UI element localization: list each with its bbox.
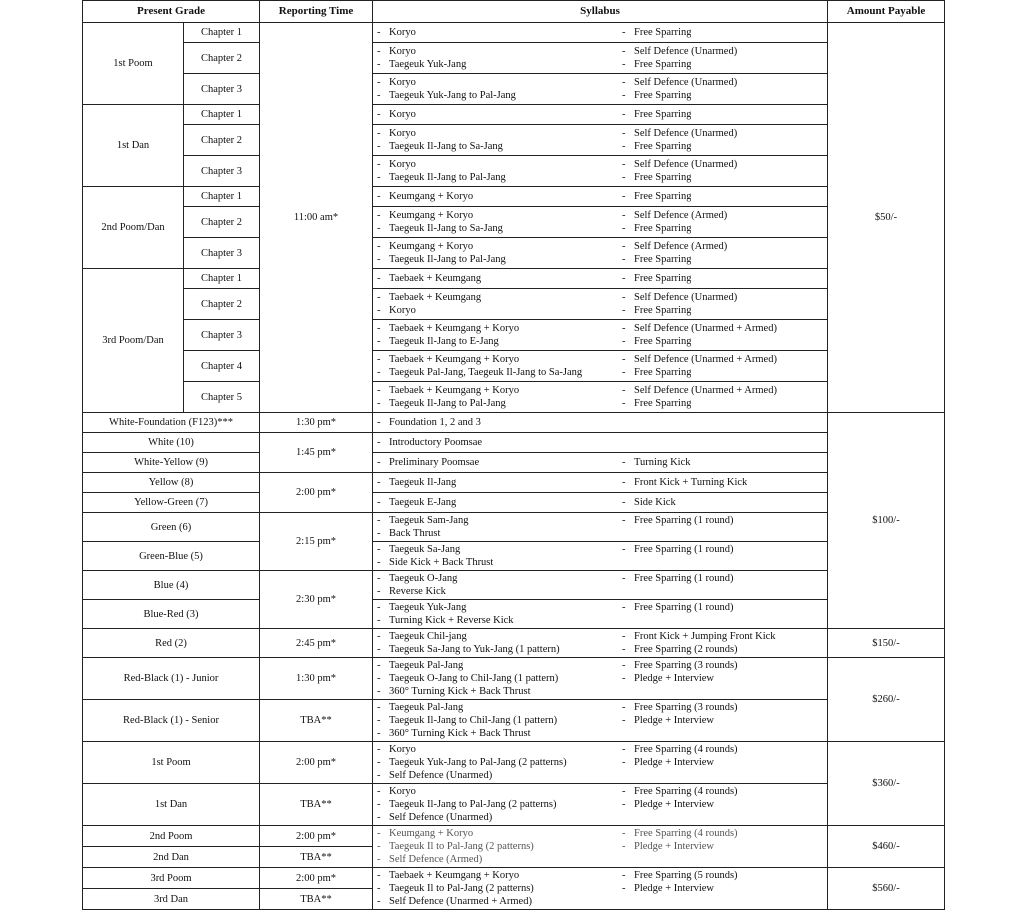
chapter-cell: Chapter 4 — [184, 351, 260, 382]
syllabus-pattern-item: Foundation 1, 2 and 3 — [389, 417, 481, 428]
table-row — [83, 658, 945, 700]
syllabus-pattern-item: Taegeuk Sam-Jang — [389, 515, 469, 526]
syllabus-line: - Taebaek + Keumgang + Koryo - Self Defence (Unarmed + Armed) — [377, 323, 777, 334]
reporting-time-cell: 1:30 pm* — [260, 658, 373, 700]
syllabus-pattern-item: Keumgang + Koryo — [389, 210, 474, 221]
syllabus-pattern-item: Taebaek + Keumgang + Koryo — [389, 870, 520, 881]
chapter-cell: Chapter 3 — [184, 320, 260, 351]
syllabus-line: - Keumgang + Koryo - Free Sparring (4 rounds) — [377, 828, 738, 839]
syllabus-cell — [373, 826, 828, 868]
chapter-cell: Chapter 1 — [184, 187, 260, 207]
syllabus-pattern-item: Koryo — [389, 744, 416, 755]
reporting-time-cell: 2:45 pm* — [260, 629, 373, 658]
syllabus-requirement-item: Free Sparring (2 rounds) — [634, 644, 738, 655]
syllabus-pattern-item: Taegeuk Il to Pal-Jang (2 patterns) — [389, 841, 534, 852]
syllabus-line: - Keumgang + Koryo - Self Defence (Armed) — [377, 210, 728, 221]
syllabus-cell — [373, 433, 828, 453]
grade-cell: White-Yellow (9) — [83, 453, 260, 473]
syllabus-cell — [373, 74, 828, 105]
syllabus-cell — [373, 453, 828, 473]
syllabus-pattern-item: Koryo — [389, 109, 416, 120]
syllabus-line: - Taegeuk Il-Jang - Front Kick + Turning Kick — [377, 477, 748, 488]
chapter-cell: Chapter 2 — [184, 43, 260, 74]
syllabus-requirement-item: Free Sparring — [634, 367, 692, 378]
syllabus-line: - Taegeuk Il-Jang to Sa-Jang - Free Sparring — [377, 141, 692, 152]
syllabus-line: - Self Defence (Unarmed) — [377, 812, 493, 823]
syllabus-requirement-item: Free Sparring — [634, 109, 692, 120]
syllabus-pattern-item: Taegeuk Il-Jang — [389, 477, 457, 488]
amount-cell: $460/- — [828, 826, 945, 868]
chapter-cell: Chapter 1 — [184, 105, 260, 125]
reporting-time-cell: 2:00 pm* — [260, 742, 373, 784]
syllabus-pattern-item: Koryo — [389, 128, 416, 139]
syllabus-line: - Taegeuk Il to Pal-Jang (2 patterns) - Pledge + Interview — [377, 883, 714, 894]
grade-cell: Yellow-Green (7) — [83, 493, 260, 513]
syllabus-requirement-item: Free Sparring — [634, 59, 692, 70]
syllabus-cell — [373, 629, 828, 658]
grading-table — [82, 0, 945, 910]
grade-cell: 2nd Dan — [83, 847, 260, 868]
syllabus-line: - Taebaek + Keumgang - Self Defence (Unarmed) — [377, 292, 738, 303]
syllabus-cell — [373, 600, 828, 629]
table-row — [83, 700, 945, 742]
table-row — [83, 413, 945, 433]
table-row — [83, 105, 945, 125]
syllabus-line: - Taegeuk Il-Jang to Pal-Jang (2 patterns) - Pledge + Interview — [377, 799, 714, 810]
syllabus-pattern-item: Taegeuk Yuk-Jang — [389, 59, 467, 70]
syllabus-line: - Preliminary Poomsae - Turning Kick — [377, 457, 691, 468]
chapter-cell: Chapter 2 — [184, 289, 260, 320]
syllabus-line: - Taegeuk Il-Jang to Chil-Jang (1 pattern) - Pledge + Interview — [377, 715, 714, 726]
syllabus-pattern-item: Taegeuk Il-Jang to E-Jang — [389, 336, 499, 347]
grade-cell: 1st Poom — [83, 23, 184, 105]
table-row — [83, 742, 945, 784]
grade-cell: 3rd Dan — [83, 889, 260, 910]
syllabus-pattern-item: Introductory Poomsae — [389, 437, 483, 448]
syllabus-requirement-item: Side Kick — [634, 497, 676, 508]
syllabus-line: - Taebaek + Keumgang + Koryo - Self Defence (Unarmed + Armed) — [377, 354, 777, 365]
syllabus-pattern-item: Self Defence (Unarmed) — [389, 812, 493, 823]
syllabus-line: - Keumgang + Koryo - Free Sparring — [377, 191, 692, 202]
table-row — [83, 207, 945, 238]
syllabus-pattern-item: Koryo — [389, 786, 416, 797]
syllabus-pattern-item: Self Defence (Armed) — [389, 854, 483, 865]
syllabus-cell — [373, 105, 828, 125]
syllabus-line: - 360° Turning Kick + Back Thrust — [377, 728, 531, 739]
syllabus-pattern-item: Taegeuk O-Jang — [389, 573, 458, 584]
syllabus-requirement-item: Self Defence (Unarmed) — [634, 46, 738, 57]
reporting-time-cell: TBA** — [260, 847, 373, 868]
syllabus-line: - Taegeuk O-Jang - Free Sparring (1 round) — [377, 573, 734, 584]
syllabus-line: - Taegeuk Yuk-Jang - Free Sparring (1 round) — [377, 602, 734, 613]
grade-cell: 1st Dan — [83, 105, 184, 187]
syllabus-line: - Taegeuk Il-Jang to E-Jang - Free Sparring — [377, 336, 692, 347]
syllabus-requirement-item: Pledge + Interview — [634, 799, 714, 810]
syllabus-pattern-item: Taegeuk E-Jang — [389, 497, 457, 508]
grade-cell: 3rd Poom — [83, 868, 260, 889]
grade-cell: White-Foundation (F123)*** — [83, 413, 260, 433]
header-present-grade: Present Grade — [83, 1, 260, 23]
amount-cell: $560/- — [828, 868, 945, 910]
syllabus-requirement-item: Self Defence (Unarmed) — [634, 292, 738, 303]
grade-cell: Blue (4) — [83, 571, 260, 600]
syllabus-pattern-item: Koryo — [389, 77, 416, 88]
reporting-time-cell: 2:00 pm* — [260, 826, 373, 847]
syllabus-requirement-item: Free Sparring — [634, 191, 692, 202]
syllabus-pattern-item: Taebaek + Keumgang + Koryo — [389, 323, 520, 334]
syllabus-line: - Koryo - Self Defence (Unarmed) — [377, 159, 738, 170]
table-row — [83, 156, 945, 187]
grade-cell: Blue-Red (3) — [83, 600, 260, 629]
syllabus-cell — [373, 351, 828, 382]
syllabus-requirement-item: Free Sparring (4 rounds) — [634, 828, 738, 839]
amount-cell: $150/- — [828, 629, 945, 658]
syllabus-line: - Turning Kick + Reverse Kick — [377, 615, 514, 626]
syllabus-cell — [373, 43, 828, 74]
syllabus-pattern-item: Taegeuk Pal-Jang — [389, 660, 464, 671]
syllabus-requirement-item: Free Sparring (4 rounds) — [634, 786, 738, 797]
syllabus-cell — [373, 125, 828, 156]
syllabus-requirement-item: Self Defence (Unarmed) — [634, 159, 738, 170]
syllabus-requirement-item: Free Sparring — [634, 141, 692, 152]
syllabus-requirement-item: Free Sparring (3 rounds) — [634, 660, 738, 671]
syllabus-line: - Self Defence (Armed) — [377, 854, 483, 865]
syllabus-cell — [373, 658, 828, 700]
syllabus-requirement-item: Free Sparring — [634, 398, 692, 409]
syllabus-requirement-item: Front Kick + Turning Kick — [634, 477, 748, 488]
syllabus-pattern-item: Taegeuk Chil-jang — [389, 631, 467, 642]
table-row — [83, 493, 945, 513]
syllabus-pattern-item: Taegeuk Il-Jang to Sa-Jang — [389, 223, 503, 234]
syllabus-requirement-item: Free Sparring — [634, 27, 692, 38]
syllabus-pattern-item: Taegeuk Yuk-Jang — [389, 602, 467, 613]
header-row — [83, 1, 945, 23]
grade-cell: 2nd Poom — [83, 826, 260, 847]
grade-cell: 3rd Poom/Dan — [83, 269, 184, 413]
syllabus-line: - Taebaek + Keumgang + Koryo - Self Defence (Unarmed + Armed) — [377, 385, 777, 396]
syllabus-cell — [373, 320, 828, 351]
syllabus-pattern-item: Taegeuk Yuk-Jang to Pal-Jang (2 patterns) — [389, 757, 567, 768]
syllabus-cell — [373, 269, 828, 289]
table-row — [83, 513, 945, 542]
syllabus-requirement-item: Free Sparring (5 rounds) — [634, 870, 738, 881]
table-row — [83, 23, 945, 43]
syllabus-requirement-item: Self Defence (Armed) — [634, 241, 728, 252]
syllabus-line: - Taegeuk Il-Jang to Pal-Jang - Free Sparring — [377, 254, 692, 265]
syllabus-requirement-item: Free Sparring (1 round) — [634, 515, 734, 526]
syllabus-line: - Taegeuk Il-Jang to Pal-Jang - Free Sparring — [377, 172, 692, 183]
syllabus-cell — [373, 473, 828, 493]
table-row — [83, 43, 945, 74]
amount-cell: $50/- — [828, 23, 945, 413]
grade-cell: 1st Poom — [83, 742, 260, 784]
grade-cell: 2nd Poom/Dan — [83, 187, 184, 269]
syllabus-requirement-item: Pledge + Interview — [634, 715, 714, 726]
grade-cell: White (10) — [83, 433, 260, 453]
table-row — [83, 784, 945, 826]
syllabus-line: - Koryo - Self Defence (Unarmed) — [377, 77, 738, 88]
syllabus-requirement-item: Self Defence (Unarmed) — [634, 128, 738, 139]
syllabus-pattern-item: Koryo — [389, 27, 416, 38]
syllabus-line: - Taegeuk Pal-Jang, Taegeuk Il-Jang to Sa-Jang - Free Sparring — [377, 367, 692, 378]
syllabus-line: - Taebaek + Keumgang + Koryo - Free Sparring (5 rounds) — [377, 870, 738, 881]
syllabus-cell — [373, 187, 828, 207]
syllabus-requirement-item: Free Sparring — [634, 273, 692, 284]
syllabus-pattern-item: 360° Turning Kick + Back Thrust — [389, 686, 531, 697]
table-row — [83, 269, 945, 289]
syllabus-pattern-item: Taegeuk Il-Jang to Pal-Jang (2 patterns) — [389, 799, 557, 810]
syllabus-line: - Koryo - Free Sparring — [377, 109, 692, 120]
table-row — [83, 433, 945, 453]
amount-cell: $360/- — [828, 742, 945, 826]
syllabus-cell — [373, 513, 828, 542]
grade-cell: Green-Blue (5) — [83, 542, 260, 571]
reporting-time-cell: 1:30 pm* — [260, 413, 373, 433]
table-row — [83, 542, 945, 571]
syllabus-pattern-item: Taebaek + Keumgang + Koryo — [389, 385, 520, 396]
table-row — [83, 868, 945, 889]
table-row — [83, 826, 945, 847]
syllabus-requirement-item: Turning Kick — [634, 457, 691, 468]
syllabus-line: - Taegeuk Pal-Jang - Free Sparring (3 rounds) — [377, 660, 738, 671]
syllabus-pattern-item: Taegeuk Sa-Jang — [389, 544, 461, 555]
syllabus-pattern-item: Taebaek + Keumgang — [389, 292, 482, 303]
syllabus-cell — [373, 542, 828, 571]
grade-cell: Red (2) — [83, 629, 260, 658]
syllabus-pattern-item: Reverse Kick — [389, 586, 446, 597]
syllabus-line: - Koryo - Self Defence (Unarmed) — [377, 46, 738, 57]
syllabus-pattern-item: Keumgang + Koryo — [389, 241, 474, 252]
syllabus-cell — [373, 868, 828, 910]
syllabus-pattern-item: Taegeuk Pal-Jang — [389, 702, 464, 713]
syllabus-requirement-item: Free Sparring — [634, 336, 692, 347]
table-row — [83, 238, 945, 269]
chapter-cell: Chapter 3 — [184, 74, 260, 105]
syllabus-requirement-item: Front Kick + Jumping Front Kick — [634, 631, 776, 642]
syllabus-line: - Taegeuk Yuk-Jang to Pal-Jang (2 patterns) - Pledge + Interview — [377, 757, 714, 768]
grade-cell: Green (6) — [83, 513, 260, 542]
grade-cell: Red-Black (1) - Senior — [83, 700, 260, 742]
syllabus-pattern-item: Self Defence (Unarmed + Armed) — [389, 896, 532, 907]
syllabus-requirement-item: Self Defence (Armed) — [634, 210, 728, 221]
syllabus-line: - Taegeuk Chil-jang - Front Kick + Jumping Front Kick — [377, 631, 776, 642]
syllabus-requirement-item: Self Defence (Unarmed + Armed) — [634, 354, 777, 365]
syllabus-cell — [373, 700, 828, 742]
chapter-cell: Chapter 3 — [184, 156, 260, 187]
syllabus-line: - Taegeuk Il to Pal-Jang (2 patterns) - Pledge + Interview — [377, 841, 714, 852]
syllabus-line: - Taegeuk Sam-Jang - Free Sparring (1 round) — [377, 515, 734, 526]
amount-cell: $260/- — [828, 658, 945, 742]
table-row — [83, 453, 945, 473]
syllabus-requirement-item: Pledge + Interview — [634, 841, 714, 852]
syllabus-pattern-item: Taebaek + Keumgang + Koryo — [389, 354, 520, 365]
syllabus-line: - Taegeuk Pal-Jang - Free Sparring (3 rounds) — [377, 702, 738, 713]
syllabus-pattern-item: Taebaek + Keumgang — [389, 273, 482, 284]
syllabus-pattern-item: Taegeuk Il-Jang to Sa-Jang — [389, 141, 503, 152]
syllabus-requirement-item: Free Sparring (1 round) — [634, 602, 734, 613]
syllabus-line: - Taegeuk Yuk-Jang to Pal-Jang - Free Sparring — [377, 90, 692, 101]
chapter-cell: Chapter 2 — [184, 125, 260, 156]
syllabus-cell — [373, 493, 828, 513]
syllabus-pattern-item: Koryo — [389, 159, 416, 170]
reporting-time-cell: 2:00 pm* — [260, 473, 373, 513]
syllabus-pattern-item: Taegeuk Yuk-Jang to Pal-Jang — [389, 90, 516, 101]
reporting-time-cell: TBA** — [260, 889, 373, 910]
header-amount-payable: Amount Payable — [828, 1, 945, 23]
reporting-time-cell: 1:45 pm* — [260, 433, 373, 473]
syllabus-cell — [373, 289, 828, 320]
syllabus-requirement-item: Self Defence (Unarmed) — [634, 77, 738, 88]
grading-table-body — [83, 1, 945, 910]
syllabus-cell — [373, 156, 828, 187]
syllabus-requirement-item: Pledge + Interview — [634, 883, 714, 894]
syllabus-line: - 360° Turning Kick + Back Thrust — [377, 686, 531, 697]
syllabus-line: - Taegeuk Yuk-Jang - Free Sparring — [377, 59, 692, 70]
grade-cell: 1st Dan — [83, 784, 260, 826]
reporting-time-cell: 2:00 pm* — [260, 868, 373, 889]
chapter-cell: Chapter 2 — [184, 207, 260, 238]
syllabus-requirement-item: Free Sparring (1 round) — [634, 573, 734, 584]
syllabus-pattern-item: Taegeuk Pal-Jang, Taegeuk Il-Jang to Sa-Jang — [389, 367, 583, 378]
syllabus-line: - Taegeuk Sa-Jang - Free Sparring (1 round) — [377, 544, 734, 555]
syllabus-requirement-item: Free Sparring (3 rounds) — [634, 702, 738, 713]
chapter-cell: Chapter 1 — [184, 269, 260, 289]
syllabus-line: - Taegeuk Sa-Jang to Yuk-Jang (1 pattern) - Free Sparring (2 rounds) — [377, 644, 738, 655]
syllabus-line: - Koryo - Self Defence (Unarmed) — [377, 128, 738, 139]
table-row — [83, 187, 945, 207]
table-row — [83, 125, 945, 156]
table-row — [83, 629, 945, 658]
syllabus-pattern-item: Taegeuk Il to Pal-Jang (2 patterns) — [389, 883, 534, 894]
syllabus-requirement-item: Free Sparring — [634, 223, 692, 234]
syllabus-cell — [373, 238, 828, 269]
reporting-time-cell: 2:30 pm* — [260, 571, 373, 629]
syllabus-requirement-item: Pledge + Interview — [634, 673, 714, 684]
syllabus-line: - Taebaek + Keumgang - Free Sparring — [377, 273, 692, 284]
syllabus-requirement-item: Pledge + Interview — [634, 757, 714, 768]
syllabus-pattern-item: Back Thrust — [389, 528, 441, 539]
syllabus-requirement-item: Free Sparring — [634, 254, 692, 265]
syllabus-line: - Introductory Poomsae — [377, 437, 483, 448]
syllabus-line: - Foundation 1, 2 and 3 — [377, 417, 481, 428]
syllabus-requirement-item: Free Sparring (4 rounds) — [634, 744, 738, 755]
syllabus-pattern-item: Taegeuk Il-Jang to Pal-Jang — [389, 254, 506, 265]
syllabus-pattern-item: Taegeuk Il-Jang to Pal-Jang — [389, 398, 506, 409]
table-row — [83, 571, 945, 600]
syllabus-cell — [373, 742, 828, 784]
syllabus-pattern-item: Preliminary Poomsae — [389, 457, 480, 468]
header-reporting-time: Reporting Time — [260, 1, 373, 23]
syllabus-pattern-item: Taegeuk Il-Jang to Chil-Jang (1 pattern) — [389, 715, 558, 726]
reporting-time-cell: 2:15 pm* — [260, 513, 373, 571]
table-row — [83, 289, 945, 320]
syllabus-line: - Koryo - Free Sparring (4 rounds) — [377, 786, 738, 797]
syllabus-line: - Koryo - Free Sparring — [377, 305, 692, 316]
amount-cell: $100/- — [828, 413, 945, 629]
syllabus-line: - Self Defence (Unarmed) — [377, 770, 493, 781]
syllabus-line: - Koryo - Free Sparring (4 rounds) — [377, 744, 738, 755]
syllabus-line: - Keumgang + Koryo - Self Defence (Armed) — [377, 241, 728, 252]
syllabus-requirement-item: Self Defence (Unarmed + Armed) — [634, 323, 777, 334]
syllabus-line: - Taegeuk O-Jang to Chil-Jang (1 pattern) - Pledge + Interview — [377, 673, 714, 684]
syllabus-requirement-item: Self Defence (Unarmed + Armed) — [634, 385, 777, 396]
table-row — [83, 473, 945, 493]
grade-cell: Red-Black (1) - Junior — [83, 658, 260, 700]
syllabus-pattern-item: Koryo — [389, 305, 416, 316]
table-row — [83, 382, 945, 413]
header-syllabus: Syllabus — [373, 1, 828, 23]
syllabus-pattern-item: Self Defence (Unarmed) — [389, 770, 493, 781]
syllabus-line: - Side Kick + Back Thrust — [377, 557, 494, 568]
syllabus-line: - Taegeuk E-Jang - Side Kick — [377, 497, 676, 508]
syllabus-line: - Self Defence (Unarmed + Armed) — [377, 896, 532, 907]
syllabus-line: - Taegeuk Il-Jang to Sa-Jang - Free Sparring — [377, 223, 692, 234]
syllabus-cell — [373, 382, 828, 413]
table-row — [83, 600, 945, 629]
syllabus-line: - Back Thrust — [377, 528, 441, 539]
syllabus-cell — [373, 784, 828, 826]
syllabus-pattern-item: Taegeuk Il-Jang to Pal-Jang — [389, 172, 506, 183]
syllabus-pattern-item: Turning Kick + Reverse Kick — [389, 615, 514, 626]
syllabus-line: - Reverse Kick — [377, 586, 446, 597]
syllabus-cell — [373, 571, 828, 600]
table-row — [83, 74, 945, 105]
table-row — [83, 320, 945, 351]
syllabus-pattern-item: 360° Turning Kick + Back Thrust — [389, 728, 531, 739]
chapter-cell: Chapter 1 — [184, 23, 260, 43]
syllabus-pattern-item: Taegeuk O-Jang to Chil-Jang (1 pattern) — [389, 673, 559, 684]
chapter-cell: Chapter 5 — [184, 382, 260, 413]
syllabus-requirement-item: Free Sparring (1 round) — [634, 544, 734, 555]
syllabus-requirement-item: Free Sparring — [634, 172, 692, 183]
syllabus-requirement-item: Free Sparring — [634, 90, 692, 101]
grade-cell: Yellow (8) — [83, 473, 260, 493]
reporting-time-cell: 11:00 am* — [260, 23, 373, 413]
chapter-cell: Chapter 3 — [184, 238, 260, 269]
reporting-time-cell: TBA** — [260, 700, 373, 742]
syllabus-pattern-item: Keumgang + Koryo — [389, 828, 474, 839]
syllabus-cell — [373, 23, 828, 43]
reporting-time-cell: TBA** — [260, 784, 373, 826]
syllabus-requirement-item: Free Sparring — [634, 305, 692, 316]
syllabus-cell — [373, 207, 828, 238]
syllabus-pattern-item: Koryo — [389, 46, 416, 57]
syllabus-line: - Koryo - Free Sparring — [377, 27, 692, 38]
syllabus-pattern-item: Keumgang + Koryo — [389, 191, 474, 202]
syllabus-line: - Taegeuk Il-Jang to Pal-Jang - Free Sparring — [377, 398, 692, 409]
table-row — [83, 351, 945, 382]
syllabus-pattern-item: Taegeuk Sa-Jang to Yuk-Jang (1 pattern) — [389, 644, 560, 655]
syllabus-cell — [373, 413, 828, 433]
syllabus-pattern-item: Side Kick + Back Thrust — [389, 557, 494, 568]
